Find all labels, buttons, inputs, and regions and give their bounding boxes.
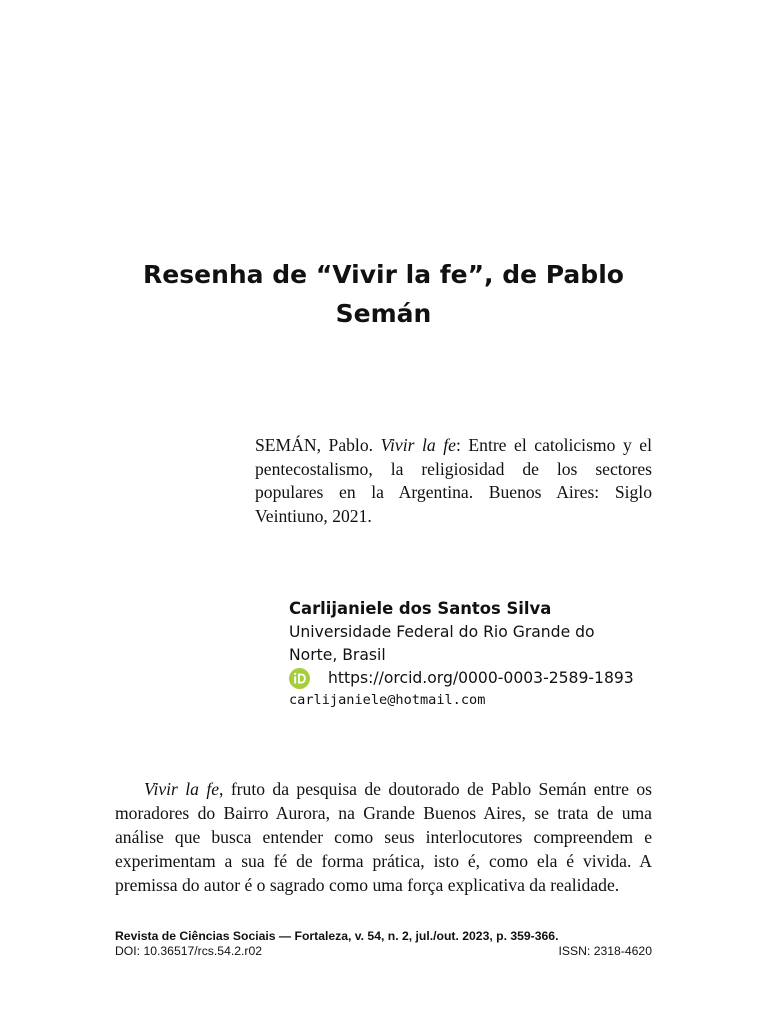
author-affiliation: Universidade Federal do Rio Grande do Norte, Brasil [289, 623, 595, 664]
author-name: Carlijaniele dos Santos Silva [289, 599, 552, 618]
book-reference [255, 434, 652, 528]
page-title: Resenha de “Vivir la fe”, de Pablo Semán [143, 260, 624, 328]
doi: DOI: 10.36517/rcs.54.2.r02 [115, 944, 263, 958]
reference-book-title: Vivir la fe [380, 435, 456, 455]
reference-author: SEMÁN, Pablo. [255, 435, 381, 455]
author-email[interactable]: carlijaniele@hotmail.com [289, 692, 486, 708]
footer-identifiers [115, 944, 652, 959]
reference-details: : Entre el catolicismo y el pentecostalismo, la religiosidad de los sectores populares en la Argentina. Buenos Aires: Siglo Veintiuno, 2021. [255, 435, 653, 526]
orcid-icon[interactable] [289, 668, 310, 689]
body-text: , fruto da pesquisa de doutorado de Pablo Semán entre os moradores do Bairro Aurora, na Grande Buenos Aires, se trata de uma análise que busca entender como seus interlocutores compreendem e experimentam a sua fé de forma prática, isto é, como ela é vivida. A premissa do autor é o sagrado como uma força explicativa da realidade. [115, 779, 652, 895]
orcid-link[interactable]: https://orcid.org/0000-0003-2589-1893 [328, 669, 634, 687]
page-footer [115, 929, 652, 959]
orcid-row [289, 667, 669, 690]
author-block [289, 597, 669, 711]
body-paragraph [115, 777, 652, 897]
journal-citation: Revista de Ciências Sociais — Fortaleza, v. 54, n. 2, jul./out. 2023, p. 359-366. [115, 929, 559, 943]
issn: ISSN: 2318-4620 [558, 944, 652, 958]
body-italic-lead: Vivir la fe [144, 779, 220, 799]
